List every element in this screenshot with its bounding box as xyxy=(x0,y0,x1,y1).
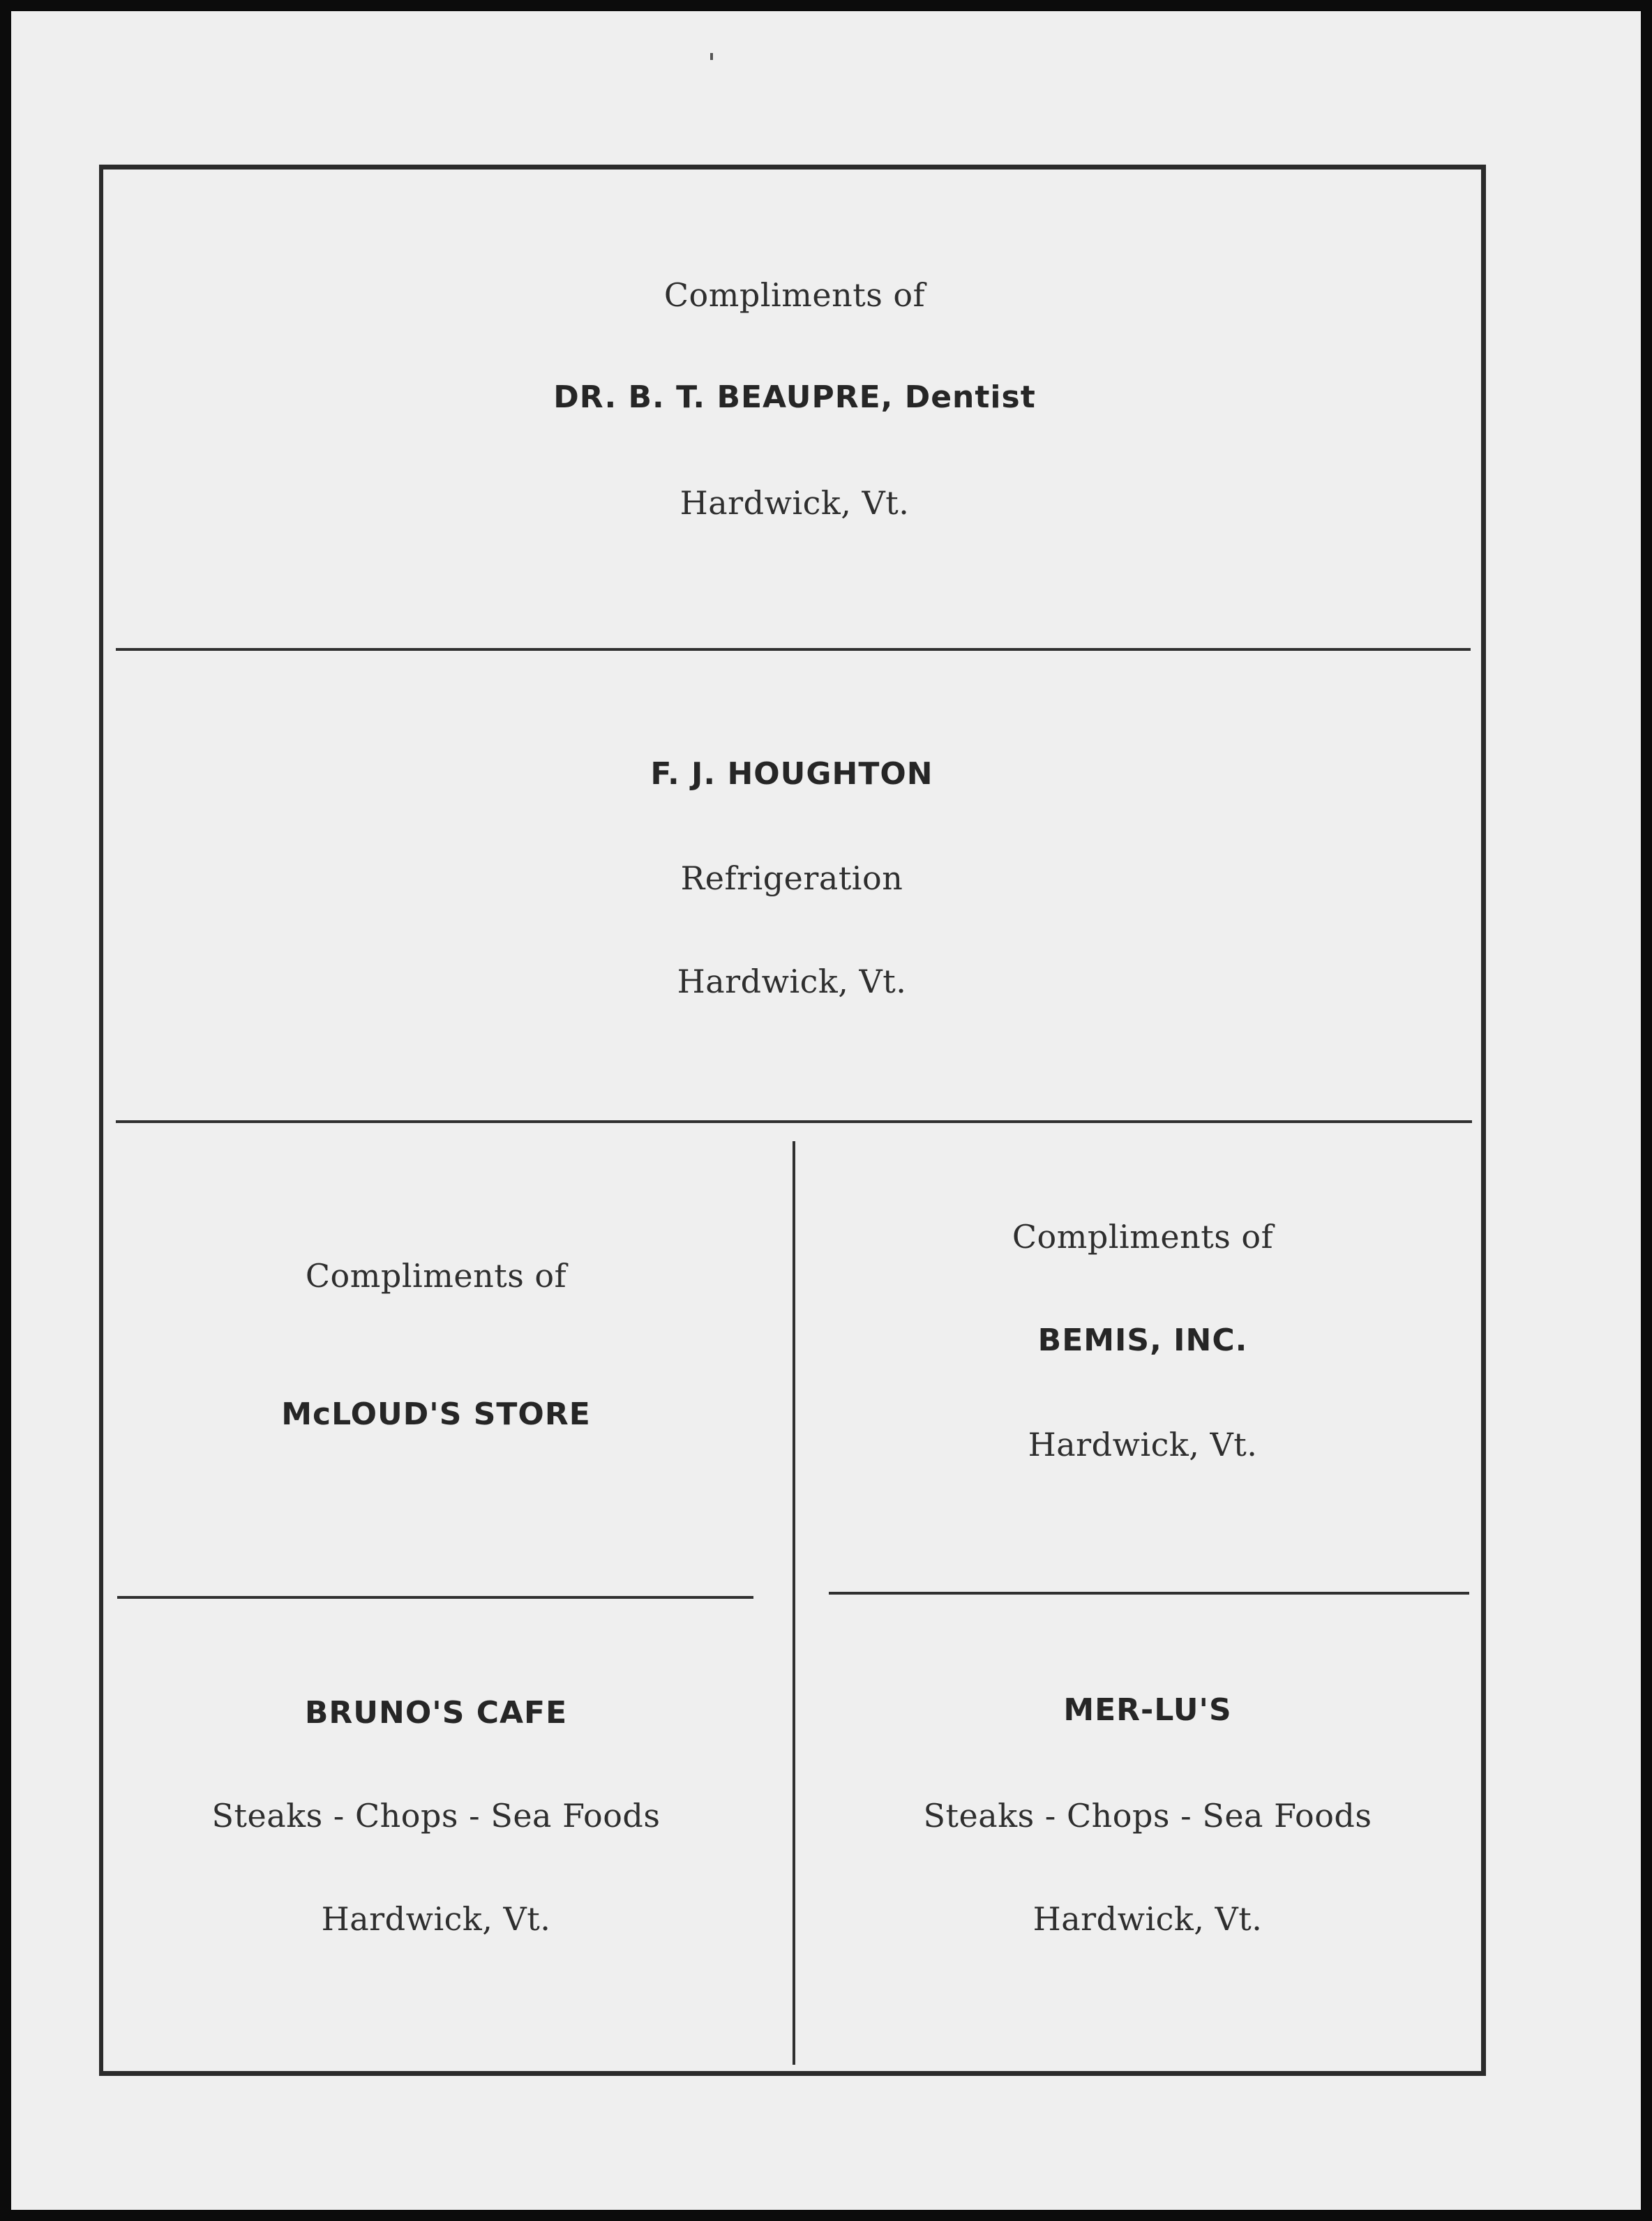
merlu-menu: Steaks - Chops - Sea Foods xyxy=(923,1797,1372,1835)
bruno-name: BRUNO'S CAFE xyxy=(304,1695,568,1731)
divider-1 xyxy=(116,648,1471,651)
beaupre-name: DR. B. T. BEAUPRE, Dentist xyxy=(553,379,1036,415)
houghton-business: Refrigeration xyxy=(680,859,903,897)
bemis-intro: Compliments of xyxy=(1012,1218,1274,1256)
merlu-name: MER-LU'S xyxy=(1063,1692,1232,1728)
divider-left-bottom xyxy=(117,1596,753,1599)
houghton-name: F. J. HOUGHTON xyxy=(650,756,933,792)
merlu-location: Hardwick, Vt. xyxy=(1032,1900,1263,1938)
divider-right-bottom xyxy=(829,1592,1469,1595)
print-speck xyxy=(710,53,713,60)
houghton-location: Hardwick, Vt. xyxy=(677,963,907,1000)
bruno-location: Hardwick, Vt. xyxy=(321,1900,551,1938)
mcloud-name: McLOUD'S STORE xyxy=(281,1396,591,1432)
bruno-menu: Steaks - Chops - Sea Foods xyxy=(211,1797,661,1835)
yearbook-page xyxy=(11,11,1641,2210)
beaupre-location: Hardwick, Vt. xyxy=(679,484,910,522)
mcloud-intro: Compliments of xyxy=(305,1257,567,1295)
bemis-location: Hardwick, Vt. xyxy=(1028,1426,1258,1463)
divider-vertical xyxy=(793,1141,795,2065)
beaupre-intro: Compliments of xyxy=(663,276,926,314)
divider-2 xyxy=(116,1120,1472,1123)
bemis-name: BEMIS, INC. xyxy=(1037,1323,1248,1358)
